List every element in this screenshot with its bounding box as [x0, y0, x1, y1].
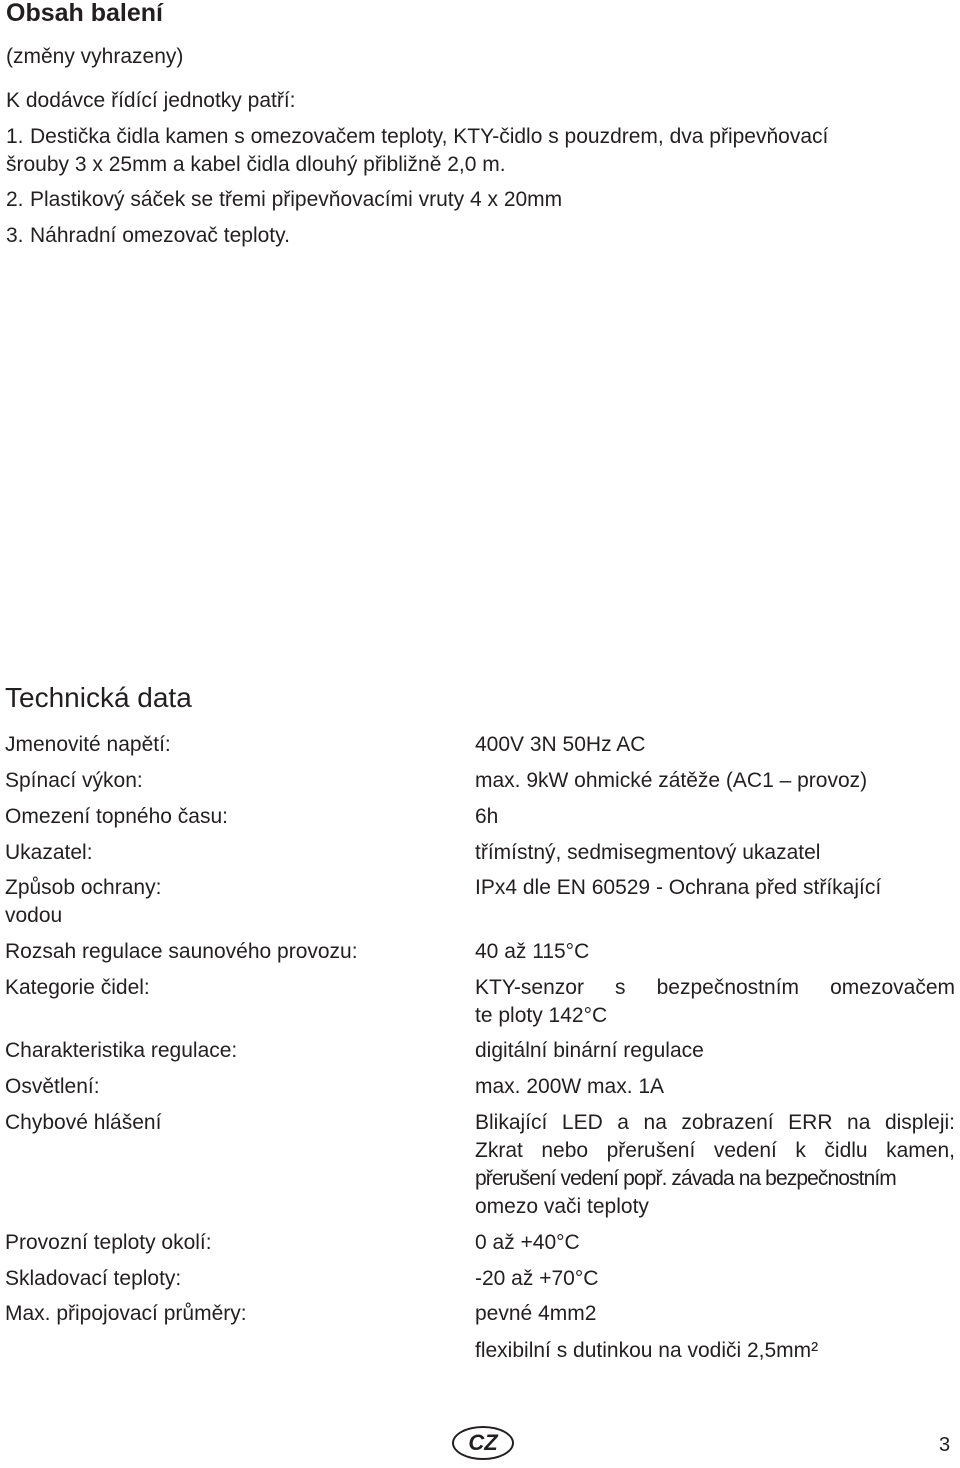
- spec-value: 6h: [475, 805, 499, 828]
- section-title-package: Obsah balení: [6, 0, 163, 27]
- spec-label: Osvětlení:: [5, 1075, 100, 1098]
- list-item: [6, 222, 290, 250]
- spec-value-continuation: vodou: [5, 904, 63, 927]
- spec-label: Kategorie čidel:: [5, 976, 150, 999]
- spec-label: Ukazatel:: [5, 841, 93, 864]
- spec-label: Chybové hlášení: [5, 1111, 162, 1134]
- package-note: (změny vyhrazeny): [6, 45, 184, 68]
- spec-label: Provozní teploty okolí:: [5, 1231, 212, 1254]
- list-item-text: Plastikový sáček se třemi připevňovacími vruty 4 x 20mm: [30, 188, 563, 211]
- list-item: [6, 186, 562, 214]
- spec-value: třímístný, sedmisegmentový ukazatel: [475, 841, 821, 864]
- package-intro: K dodávce řídící jednotky patří:: [6, 89, 296, 112]
- list-item-number: 1.: [6, 125, 24, 148]
- spec-value: KTY-senzor s bezpečnostním omezovačem: [475, 976, 955, 999]
- spec-value-line: te ploty 142°C: [475, 1004, 608, 1027]
- spec-value: -20 až +70°C: [475, 1267, 599, 1290]
- language-badge: CZ: [452, 1426, 514, 1460]
- spec-label: Charakteristika regulace:: [5, 1039, 238, 1062]
- spec-value: pevné 4mm2: [475, 1302, 597, 1325]
- spec-value: Blikající LED a na zobrazení ERR na displeji:: [475, 1111, 955, 1134]
- spec-value: IPx4 dle EN 60529 - Ochrana před stříkající: [475, 876, 882, 899]
- spec-value: digitální binární regulace: [475, 1039, 704, 1062]
- spec-label: Jmenovité napětí:: [5, 733, 171, 756]
- spec-value-line: přerušení vedení popř. závada na bezpečnostním: [475, 1167, 896, 1190]
- spec-value-line: flexibilní s dutinkou na vodiči 2,5mm²: [475, 1339, 819, 1362]
- section-title-tech: Technická data: [5, 682, 192, 713]
- spec-label: Skladovací teploty:: [5, 1267, 182, 1290]
- spec-value: max. 200W max. 1A: [475, 1075, 665, 1098]
- list-item-text: Destička čidla kamen s omezovačem teploty, KTY-čidlo s pouzdrem, dva připevňovací: [30, 125, 829, 148]
- list-item-number: 3.: [6, 224, 24, 247]
- spec-value-line: Zkrat nebo přerušení vedení k čidlu kamen,: [475, 1139, 955, 1162]
- page-number: 3: [939, 1434, 951, 1456]
- spec-label: Rozsah regulace saunového provozu:: [5, 940, 358, 963]
- spec-value: max. 9kW ohmické zátěže (AC1 – provoz): [475, 769, 868, 792]
- spec-value: 40 až 115°C: [475, 940, 590, 963]
- spec-label: Způsob ochrany:: [5, 876, 162, 899]
- list-item-text: Náhradní omezovač teploty.: [30, 224, 290, 247]
- list-item: [6, 123, 828, 151]
- spec-label: Max. připojovací průměry:: [5, 1302, 247, 1325]
- spec-label: Omezení topného času:: [5, 805, 228, 828]
- list-item-continuation: šrouby 3 x 25mm a kabel čidla dlouhý přibližně 2,0 m.: [6, 153, 506, 176]
- spec-value: 0 až +40°C: [475, 1231, 580, 1254]
- spec-value: 400V 3N 50Hz AC: [475, 733, 646, 756]
- spec-value-line: omezo vači teploty: [475, 1195, 649, 1218]
- spec-label: Spínací výkon:: [5, 769, 143, 792]
- list-item-number: 2.: [6, 188, 24, 211]
